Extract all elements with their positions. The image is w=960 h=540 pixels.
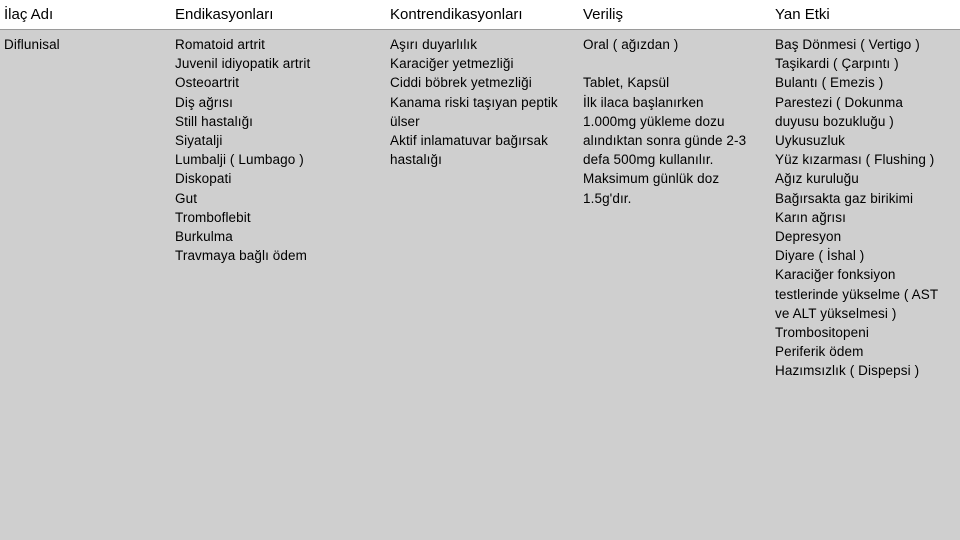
table-header-row xyxy=(0,0,960,30)
drug-name: Diflunisal xyxy=(4,37,60,52)
contraindication-line: ülser xyxy=(390,113,420,129)
side-effect-line: Trombositopeni xyxy=(775,325,869,341)
side-effect-line: Karaciğer fonksiyon xyxy=(775,267,896,283)
side-effect-line: Ağız kuruluğu xyxy=(775,171,859,187)
side-effect-line: Parestezi ( Dokunma xyxy=(775,94,903,110)
blank-line xyxy=(583,54,765,73)
cell-administration xyxy=(583,35,765,208)
side-effect-line: Periferik ödem xyxy=(775,344,864,360)
indication-item: Romatoid artrit xyxy=(175,37,266,52)
header-side-effects: Yan Etki xyxy=(775,6,830,23)
cell-drug-name xyxy=(4,35,164,54)
administration-line: İlk ilaca başlanırken xyxy=(583,94,704,110)
header-administration: Veriliş xyxy=(583,6,624,23)
side-effect-line: Karın ağrısı xyxy=(775,209,846,225)
indication-item: Juvenil idiyopatik artrit xyxy=(175,56,311,72)
indication-item: Still hastalığı xyxy=(175,113,254,129)
administration-line: defa 500mg kullanılır. xyxy=(583,152,714,168)
side-effect-line: ve ALT yükselmesi ) xyxy=(775,305,897,321)
administration-line: alındıktan sonra günde 2-3 xyxy=(583,133,747,148)
administration-route: Oral ( ağızdan ) xyxy=(583,37,679,52)
side-effect-line: Uykusuzluk xyxy=(775,133,846,149)
administration-line: Maksimum günlük doz xyxy=(583,171,720,187)
indication-item: Travmaya bağlı ödem xyxy=(175,248,307,264)
contraindication-line: hastalığı xyxy=(390,152,442,168)
indication-item: Gut xyxy=(175,190,198,206)
side-effect-line: Diyare ( İshal ) xyxy=(775,248,865,264)
indication-item: Diskopati xyxy=(175,171,232,187)
side-effect-line: Bağırsakta gaz birikimi xyxy=(775,190,914,206)
cell-side-effects xyxy=(775,35,960,381)
indication-item: Burkulma xyxy=(175,229,233,245)
header-indications: Endikasyonları xyxy=(175,6,274,23)
side-effect-line: testlerinde yükselme ( AST xyxy=(775,286,939,302)
indication-item: Lumbalji ( Lumbago ) xyxy=(175,152,304,168)
administration-line: 1.000mg yükleme dozu xyxy=(583,113,725,129)
cell-indications xyxy=(175,35,380,265)
indication-item: Osteoartrit xyxy=(175,75,240,91)
contraindication-line: Kanama riski taşıyan peptik xyxy=(390,94,558,110)
contraindication-line: Aşırı duyarlılık xyxy=(390,37,478,52)
indication-item: Siyatalji xyxy=(175,133,223,149)
side-effect-line: Baş Dönmesi ( Vertigo ) xyxy=(775,37,920,52)
administration-line: Tablet, Kapsül xyxy=(583,75,670,91)
contraindication-line: Ciddi böbrek yetmezliği xyxy=(390,75,532,91)
indication-item: Diş ağrısı xyxy=(175,94,234,110)
administration-line: 1.5g'dır. xyxy=(583,190,632,206)
contraindication-line: Aktif inlamatuvar bağırsak xyxy=(390,133,548,149)
side-effect-line: duyusu bozukluğu ) xyxy=(775,113,894,129)
indication-item: Tromboflebit xyxy=(175,209,251,225)
side-effect-line: Yüz kızarması ( Flushing ) xyxy=(775,152,935,168)
side-effect-line: Bulantı ( Emezis ) xyxy=(775,75,884,91)
side-effect-line: Taşikardi ( Çarpıntı ) xyxy=(775,56,899,72)
header-contraindications: Kontrendikasyonları xyxy=(390,6,523,23)
side-effect-line: Hazımsızlık ( Dispepsi ) xyxy=(775,363,920,379)
header-drug-name: İlaç Adı xyxy=(4,6,54,23)
side-effect-line: Depresyon xyxy=(775,229,842,245)
cell-contraindications xyxy=(390,35,575,169)
contraindication-line: Karaciğer yetmezliği xyxy=(390,56,514,72)
